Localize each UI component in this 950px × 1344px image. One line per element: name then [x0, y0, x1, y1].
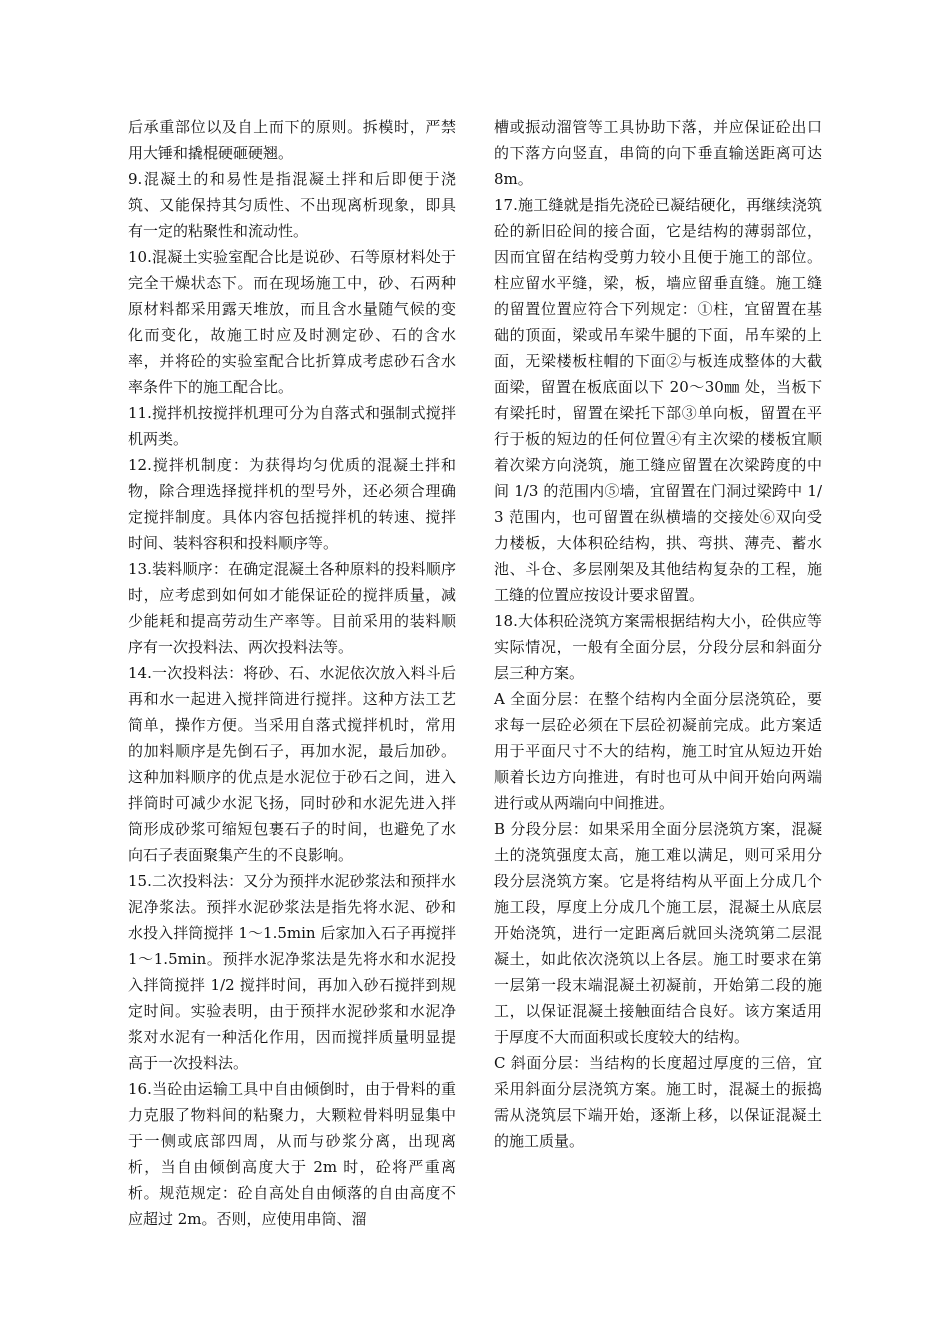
right-text-column: [494, 114, 822, 1154]
paragraph: 11.搅拌机按搅拌机理可分为自落式和强制式搅拌机两类。: [128, 404, 456, 448]
paragraph: 15.二次投料法：又分为预拌水泥砂浆法和预拌水泥净浆法。预拌水泥砂浆法是指先将水泥、砂和水投入拌筒搅拌 1～1.5min 后家加入石子再搅拌 1～1.5min。预拌水泥净浆法是先将水和水泥投入拌筒搅拌 1/2 搅拌时间，再加入砂石搅拌到规定时间。实验表明，由于预拌水泥砂浆和水泥净浆对水泥有一种活化作用，因而搅拌质量明显提高于一次投料法。: [128, 872, 456, 1072]
paragraph: 12.搅拌机制度：为获得均匀优质的混凝土拌和物，除合理选择搅拌机的型号外，还必须合理确定搅拌制度。具体内容包括搅拌机的转速、搅拌时间、装料容积和投料顺序等。: [128, 456, 456, 552]
paragraph: 14.一次投料法：将砂、石、水泥依次放入料斗后再和水一起进入搅拌筒进行搅拌。这种方法工艺简单，操作方便。当采用自落式搅拌机时，常用的加料顺序是先倒石子，再加水泥，最后加砂。这种加料顺序的优点是水泥位于砂石之间，进入拌筒时可减少水泥飞扬，同时砂和水泥先进入拌筒形成砂浆可缩短包裹石子的时间，也避免了水向石子表面聚集产生的不良影响。: [128, 664, 456, 864]
paragraph: B 分段分层：如果采用全面分层浇筑方案，混凝土的浇筑强度太高，施工难以满足，则可采用分段分层浇筑方案。它是将结构从平面上分成几个施工段，厚度上分成几个施工层，混凝土从底层开始浇筑，进行一定距离后就回头浇筑第二层混凝土，如此依次浇筑以上各层。施工时要求在第一层第一段末端混凝土初凝前，开始第二段的施工，以保证混凝土接触面结合良好。该方案适用于厚度不大而面积或长度较大的结构。: [494, 820, 822, 1046]
paragraph: 13.装料顺序：在确定混凝土各种原料的投料顺序时，应考虑到如何如才能保证砼的搅拌质量，减少能耗和提高劳动生产率等。目前采用的装料顺序有一次投料法、两次投料法等。: [128, 560, 456, 656]
paragraph: C 斜面分层：当结构的长度超过厚度的三倍，宜采用斜面分层浇筑方案。施工时，混凝土的振捣需从浇筑层下端开始，逐渐上移，以保证混凝土的施工质量。: [494, 1054, 822, 1150]
paragraph: A 全面分层：在整个结构内全面分层浇筑砼，要求每一层砼必须在下层砼初凝前完成。此方案适用于平面尺寸不大的结构，施工时宜从短边开始顺着长边方向推进，有时也可从中间开始向两端进行或从两端向中间推进。: [494, 690, 822, 812]
left-text-column: [128, 114, 456, 1232]
paragraph: 18.大体积砼浇筑方案需根据结构大小，砼供应等实际情况，一般有全面分层，分段分层和斜面分层三种方案。: [494, 612, 822, 682]
paragraph: 10.混凝土实验室配合比是说砂、石等原材料处于完全干燥状态下。而在现场施工中，砂、石两种原材料都采用露天堆放，而且含水量随气候的变化而变化，故施工时应及时测定砂、石的含水率，并将砼的实验室配合比折算成考虑砂石含水率条件下的施工配合比。: [128, 248, 456, 396]
paragraph: 16.当砼由运输工具中自由倾倒时，由于骨料的重力克服了物料间的粘聚力，大颗粒骨料明显集中于一侧或底部四周，从而与砂浆分离，出现离析，当自由倾倒高度大于 2m 时，砼将严重离析。规范规定：砼自高处自由倾落的自由高度不应超过 2m。否则，应使用串筒、溜: [128, 1080, 456, 1228]
paragraph: 后承重部位以及自上而下的原则。拆模时，严禁用大锤和撬棍硬砸硬翘。: [128, 118, 456, 162]
paragraph: 槽或振动溜管等工具协助下落，并应保证砼出口的下落方向竖直，串筒的向下垂直输送距离可达 8m。: [494, 118, 822, 188]
paragraph: 9.混凝土的和易性是指混凝土拌和后即便于浇筑、又能保持其匀质性、不出现离析现象，即具有一定的粘聚性和流动性。: [128, 170, 456, 240]
paragraph: 17.施工缝就是指先浇砼已凝结硬化，再继续浇筑砼的新旧砼间的接合面，它是结构的薄弱部位，因而宜留在结构受剪力较小且便于施工的部位。柱应留水平缝，梁，板，墙应留垂直缝。施工缝的留置位置应符合下列规定：①柱，宜留置在基础的顶面，梁或吊车梁牛腿的下面，吊车梁的上面，无梁楼板柱帽的下面②与板连成整体的大截面梁，留置在板底面以下 20～30㎜ 处，当板下有梁托时，留置在梁托下部③单向板，留置在平行于板的短边的任何位置④有主次梁的楼板宜顺着次梁方向浇筑，施工缝应留置在次梁跨度的中间 1/3 的范围内⑤墙，宜留置在门洞过梁跨中 1/3 范围内，也可留置在纵横墙的交接处⑥双向受力楼板，大体积砼结构，拱、弯拱、薄壳、蓄水池、斗仓、多层刚架及其他结构复杂的工程，施工缝的位置应按设计要求留置。: [494, 196, 822, 604]
